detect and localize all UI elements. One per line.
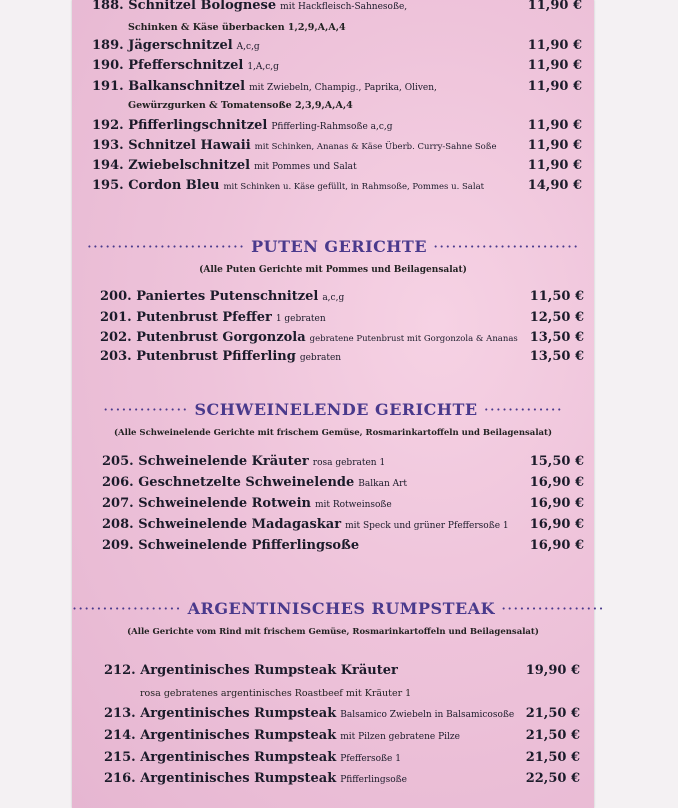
item-price: 12,50 € [529,310,584,325]
item-description: Pfifferling-Rahmsoße a,c,g [271,122,393,132]
menu-item-207 [72,496,594,516]
item-name: Schweinelende Pfifferlingsoße [138,538,360,553]
item-number: 215. [104,750,136,765]
item-number: 189. [92,38,124,53]
item-description: mit Pommes und Salat [254,162,357,172]
item-number: 212. [104,663,136,678]
dotted-divider: ············· [483,400,563,419]
section-title-puten: ·························· PUTEN GERICHTE ························ [86,237,580,256]
menu-item-213 [72,706,594,726]
item-name: Geschnetzelte Schweinelende [138,475,355,490]
section-title-schweinelende: ·············· SCHWEINELENDE GERICHTE ············· [103,400,563,419]
item-description: mit Hackfleisch-Sahnesoße, [280,2,408,12]
item-price: 11,90 € [527,0,582,13]
menu-page [72,0,605,808]
item-price: 15,50 € [529,454,584,469]
item-number: 193. [92,138,124,153]
item-name: Schweinelende Madagaskar [138,517,342,532]
menu-item-212 [72,663,594,683]
item-number: 194. [92,158,124,173]
item-description: mit Speck und grüner Pfeffersoße 1 [345,521,509,531]
menu-item-190 [72,58,594,78]
item-number: 200. [100,289,132,304]
item-name: Putenbrust Pfeffer [136,310,272,325]
item-description: 1 gebraten [275,314,326,324]
item-description-continued: Schinken & Käse überbacken 1,2,9,A,A,4 [128,22,346,33]
menu-item-201 [72,310,594,330]
menu-item-202 [72,330,594,350]
item-name: Pfifferlingschnitzel [128,118,268,133]
dotted-divider: ·························· [86,237,246,256]
menu-item-188 [72,0,594,18]
item-description: mit Rotweinsoße [314,500,392,510]
menu-item-193 [72,138,594,158]
item-number: 208. [102,517,134,532]
menu-item-208 [72,517,594,537]
item-description: mit Pilzen gebratene Pilze [340,732,460,742]
item-price: 21,50 € [525,750,580,765]
item-name: Schnitzel Hawaii [128,138,251,153]
item-price: 16,90 € [529,538,584,553]
menu-item-194 [72,158,594,178]
menu-item-209 [72,538,594,558]
menu-item-195 [72,178,594,198]
item-price: 11,90 € [527,79,582,94]
item-description: Balkan Art [358,479,408,489]
item-name: Zwiebelschnitzel [128,158,251,173]
item-number: 206. [102,475,134,490]
menu-item-206 [72,475,594,495]
item-description: mit Zwiebeln, Champig., Paprika, Oliven, [249,83,437,93]
item-price: 21,50 € [525,728,580,743]
item-number: 203. [100,349,132,364]
item-number: 213. [104,706,136,721]
menu-item-216 [72,771,594,791]
item-number: 205. [102,454,134,469]
dotted-divider: ·················· [72,599,182,618]
item-name: Schweinelende Kräuter [138,454,309,469]
menu-item-200 [72,289,594,309]
item-description: a,c,g [322,293,345,303]
menu-item-189 [72,38,594,58]
item-price: 16,90 € [529,475,584,490]
section-subtitle: (Alle Gerichte vom Rind mit frischem Gemüse, Rosmarinkartoffeln und Beilagensalat) [127,627,539,637]
item-price: 21,50 € [525,706,580,721]
item-name: Argentinisches Rumpsteak [140,706,337,721]
section-subtitle: (Alle Schweinelende Gerichte mit frischem Gemüse, Rosmarinkartoffeln und Beilagensalat) [113,428,552,438]
menu-item-215 [72,750,594,770]
item-name: Schnitzel Bolognese [128,0,277,13]
item-description: A,c,g [236,42,260,52]
item-description: Balsamico Zwiebeln in Balsamicosoße [340,710,515,720]
item-name: Putenbrust Pfifferling [136,349,296,364]
item-description: Pfifferlingsoße [340,775,407,785]
item-name: Schweinelende Rotwein [138,496,311,511]
item-price: 16,90 € [529,517,584,532]
item-name: Pfefferschnitzel [128,58,244,73]
item-number: 216. [104,771,136,786]
menu-item-192 [72,118,594,138]
item-price: 22,50 € [525,771,580,786]
item-number: 202. [100,330,132,345]
item-number: 188. [92,0,124,13]
item-number: 214. [104,728,136,743]
item-description-continued: rosa gebratenes argentinisches Roastbeef mit Kräuter 1 [140,688,412,699]
item-price: 11,90 € [527,38,582,53]
dotted-divider: ·············· [103,400,189,419]
item-price: 14,90 € [527,178,582,193]
item-price: 13,50 € [529,349,584,364]
item-name: Argentinisches Rumpsteak [140,728,337,743]
item-name: Argentinisches Rumpsteak [140,750,337,765]
item-description: rosa gebraten 1 [312,458,386,468]
item-number: 195. [92,178,124,193]
item-description: mit Schinken, Ananas & Käse Überb. Curry-Sahne Soße [254,142,497,152]
item-name: Balkanschnitzel [128,79,246,94]
section-subtitle: (Alle Puten Gerichte mit Pommes und Beilagensalat) [199,265,467,275]
item-number: 207. [102,496,134,511]
item-price: 11,90 € [527,138,582,153]
item-name: Cordon Bleu [128,178,220,193]
item-number: 192. [92,118,124,133]
menu-item-214 [72,728,594,748]
item-name: Paniertes Putenschnitzel [136,289,319,304]
item-name: Argentinisches Rumpsteak Kräuter [140,663,398,678]
item-price: 16,90 € [529,496,584,511]
item-number: 201. [100,310,132,325]
item-description: 1,A,c,g [247,62,279,72]
menu-item-203 [72,349,594,369]
item-number: 190. [92,58,124,73]
item-description: gebratene Putenbrust mit Gorgonzola & Ananas [309,334,518,344]
dotted-divider: ························ [433,237,580,256]
item-name: Jägerschnitzel [128,38,233,53]
item-price: 11,50 € [529,289,584,304]
item-number: 191. [92,79,124,94]
dotted-divider: ················· [501,599,605,618]
item-description: Pfeffersoße 1 [340,754,401,764]
item-price: 11,90 € [527,158,582,173]
menu-item-205 [72,454,594,474]
item-description: mit Schinken u. Käse gefüllt, in Rahmsoße, Pommes u. Salat [223,182,485,192]
item-price: 19,90 € [525,663,580,678]
item-name: Argentinisches Rumpsteak [140,771,337,786]
item-price: 13,50 € [529,330,584,345]
item-description-continued: Gewürzgurken & Tomatensoße 2,3,9,A,A,4 [128,100,353,111]
menu-item-191 [72,79,594,99]
item-price: 11,90 € [527,58,582,73]
item-price: 11,90 € [527,118,582,133]
item-description: gebraten [299,353,342,363]
section-title-rumpsteak: ·················· ARGENTINISCHES RUMPSTEAK ················· [72,599,605,618]
item-name: Putenbrust Gorgonzola [136,330,306,345]
item-number: 209. [102,538,134,553]
